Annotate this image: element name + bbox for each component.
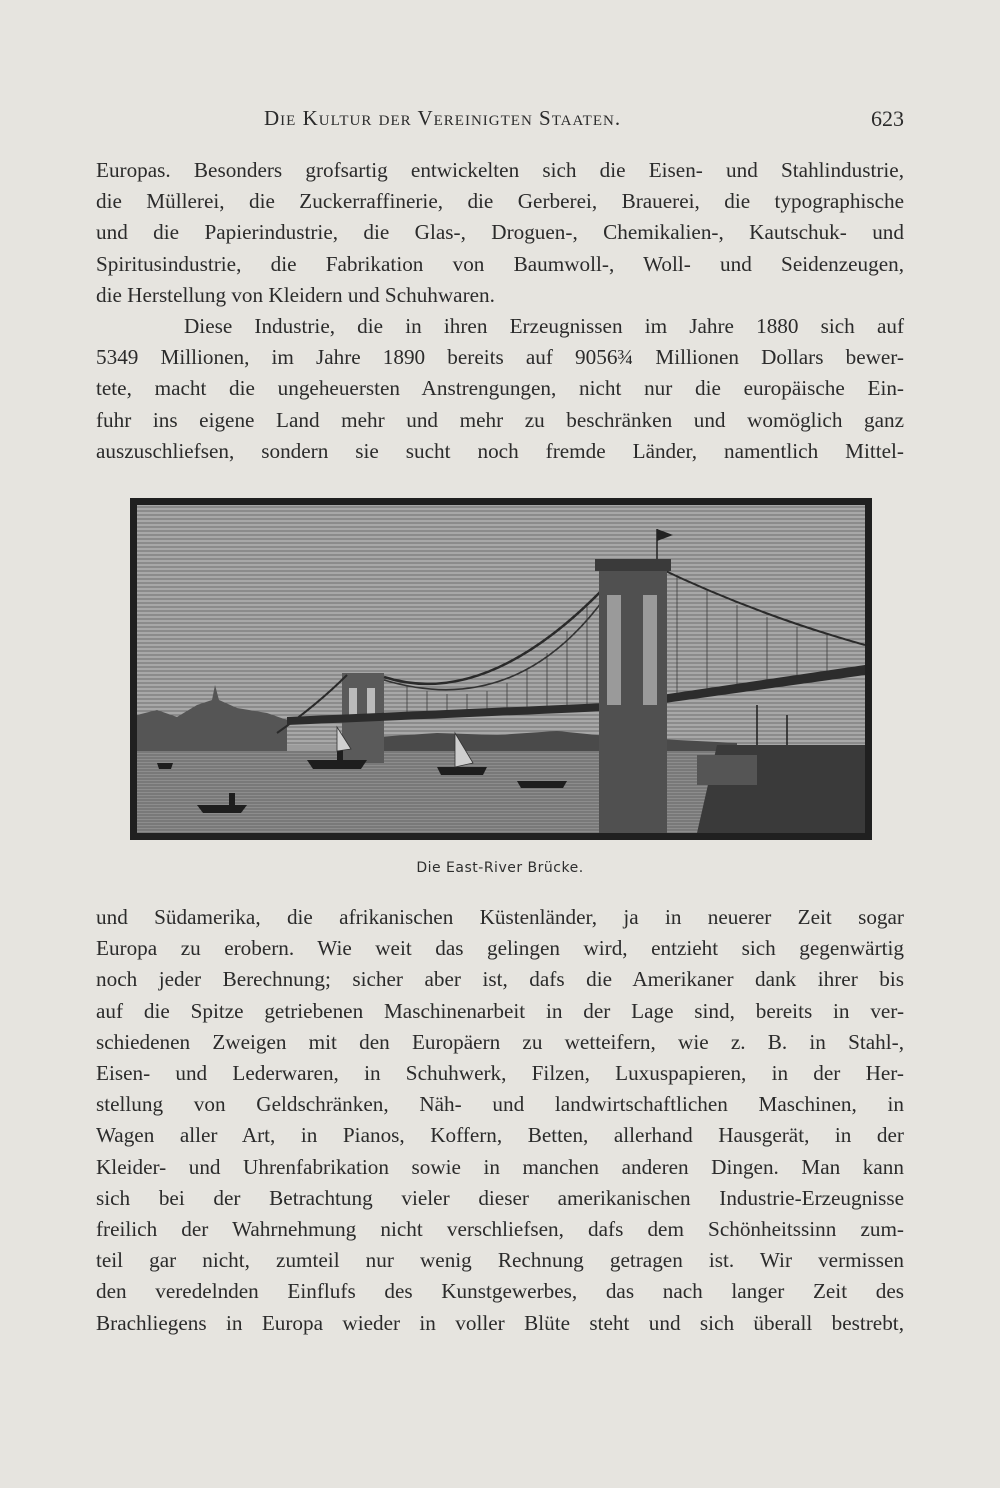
text-line: noch jeder Berechnung; sicher aber ist, dafs die Amerikaner dank ihrer bis	[96, 967, 904, 992]
text-line: Spiritusindustrie, die Fabrikation von Baumwoll-, Woll- und Seidenzeugen,	[96, 251, 904, 276]
text-line: schiedenen Zweigen mit den Europäern zu wetteifern, wie z. B. in Stahl-,	[96, 1029, 904, 1054]
text-line: Europas. Besonders grofsartig entwickelten sich die Eisen- und Stahlindustrie,	[96, 158, 904, 182]
text-line: tete, macht die ungeheuersten Anstrengungen, nicht nur die europäische Ein-	[96, 376, 904, 401]
running-head: Die Kultur der Vereinigten Staaten.	[264, 106, 622, 130]
text-line: 5349 Millionen, im Jahre 1890 bereits auf 9056¾ Millionen Dollars bewer-	[96, 345, 904, 370]
text-line: und Südamerika, die afrikanischen Küstenländer, ja in neuerer Zeit sogar	[96, 905, 904, 929]
text-line: freilich der Wahrnehmung nicht verschliefsen, dafs dem Schönheitssinn zum-	[96, 1217, 904, 1242]
text-line: Diese Industrie, die in ihren Erzeugnissen im Jahre 1880 sich auf	[184, 314, 904, 339]
text-line: die Müllerei, die Zuckerraffinerie, die Gerberei, Brauerei, die typographische	[96, 189, 904, 214]
paragraph-1	[96, 155, 904, 311]
text-line: auf die Spitze getriebenen Maschinenarbeit in der Lage sind, bereits in ver-	[96, 998, 904, 1023]
text-block-bottom	[96, 902, 904, 1339]
text-line: Brachliegens in Europa wieder in voller Blüte steht und sich überall bestrebt,	[96, 1310, 904, 1335]
text-line: stellung von Geldschränken, Näh- und landwirtschaftlichen Maschinen, in	[96, 1092, 904, 1117]
text-line: sich bei der Betrachtung vieler dieser amerikanischen Industrie-Erzeugnisse	[96, 1185, 904, 1210]
main-tower	[595, 529, 673, 833]
bridge-engraving	[137, 505, 865, 833]
text-line: Kleider- und Uhrenfabrikation sowie in manchen anderen Dingen. Man kann	[96, 1154, 904, 1179]
text-line: Wagen aller Art, in Pianos, Koffern, Betten, allerhand Hausgerät, in der	[96, 1123, 904, 1148]
text-line: fuhr ins eigene Land mehr und mehr zu beschränken und womöglich ganz	[96, 407, 904, 432]
text-line: auszuschliefsen, sondern sie sucht noch fremde Länder, namentlich Mittel-	[96, 438, 904, 463]
text-line: den veredelnden Einflufs des Kunstgewerbes, das nach langer Zeit des	[96, 1279, 904, 1304]
text-line: Eisen- und Lederwaren, in Schuhwerk, Filzen, Luxuspapieren, in der Her-	[96, 1061, 904, 1086]
paragraph-3	[96, 902, 904, 1339]
page-header	[96, 106, 904, 138]
text-line: Europa zu erobern. Wie weit das gelingen wird, entzieht sich gegenwärtig	[96, 936, 904, 961]
paragraph-2	[96, 311, 904, 467]
page-number: 623	[871, 106, 904, 131]
text-line: teil gar nicht, zumteil nur wenig Rechnung getragen ist. Wir vermissen	[96, 1248, 904, 1273]
text-line-last: die Herstellung von Kleidern und Schuhwaren.	[96, 282, 495, 307]
text-block-top	[96, 155, 904, 467]
text-line: und die Papierindustrie, die Glas-, Droguen-, Chemikalien-, Kautschuk- und	[96, 220, 904, 245]
figure-caption: Die East-River Brücke.	[416, 860, 584, 876]
bridge-illustration	[130, 498, 872, 840]
